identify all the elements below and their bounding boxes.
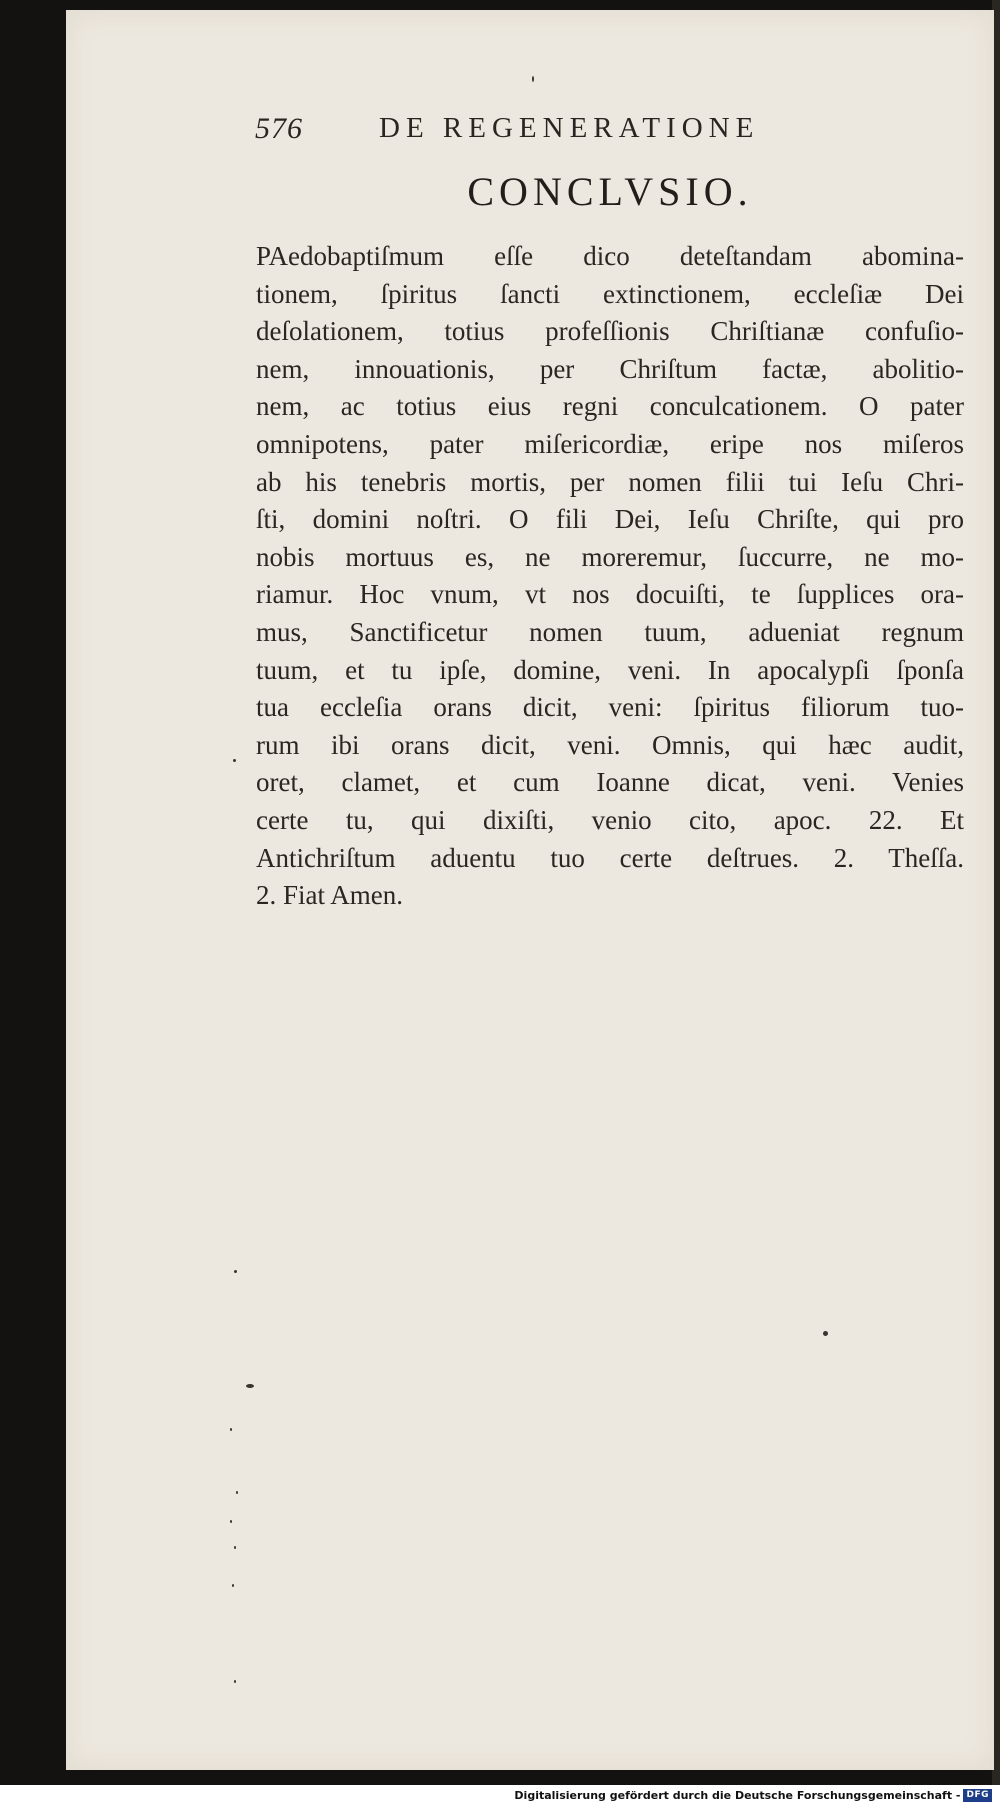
text-line: nem, innouationis, per Chriſtum factæ, abolitio- [256, 353, 964, 384]
text-line: tua eccleſia orans dicit, veni: ſpiritus filiorum tuo- [256, 692, 964, 723]
paper-speck [532, 76, 534, 82]
paper-speck [823, 1331, 828, 1336]
text-line: mus, Sanctificetur nomen tuum, adueniat regnum [256, 616, 964, 647]
paper-speck [233, 759, 236, 762]
text-line: Antichriſtum aduentu tuo certe deſtrues. 2. Theſſa. [256, 842, 964, 873]
text-line: nobis mortuus es, ne moreremur, ſuccurre, ne mo- [256, 541, 964, 572]
body-paragraph [256, 238, 964, 915]
paper-speck [230, 1520, 232, 1523]
paper-speck [236, 1491, 238, 1494]
text-line: ſti, domini noſtri. O fili Dei, Ieſu Chriſte, qui pro [256, 504, 964, 535]
section-title: CONCLVSIO. [467, 169, 753, 214]
text-line: oret, clamet, et cum Ioanne dicat, veni. Venies [256, 767, 964, 798]
paper-speck [230, 1428, 232, 1431]
text-line: omnipotens, pater miſericordiæ, eripe nos miſeros [256, 428, 964, 459]
paper-speck [246, 1384, 254, 1388]
paper-speck [234, 1546, 236, 1549]
text-line: riamur. Hoc vnum, vt nos docuiſti, te ſupplices ora- [256, 579, 964, 610]
text-line: rum ibi orans dicit, veni. Omnis, qui hæc audit, [256, 729, 964, 760]
text-line: ab his tenebris mortis, per nomen filii tui Ieſu Chri- [256, 466, 964, 497]
page-header [255, 112, 955, 152]
text-line: tionem, ſpiritus ſancti extinctionem, eccleſiæ Dei [256, 278, 964, 309]
text-line: deſolationem, totius profeſſionis Chriſtianæ confuſio- [256, 316, 964, 347]
credit-text: Digitalisierung gefördert durch die Deutsche Forschungsgemeinschaft - [514, 1788, 961, 1802]
paper-speck [234, 1270, 237, 1273]
text-line: 2. Fiat Amen. [256, 880, 403, 911]
text-line: tuum, et tu ipſe, domine, veni. In apocalypſi ſponſa [256, 654, 964, 685]
text-line: certe tu, qui dixiſti, venio cito, apoc. 22. Et [256, 804, 964, 835]
running-head: DE REGENERATIONE [379, 112, 760, 144]
digitization-credit [514, 1788, 992, 1802]
page-number: 576 [255, 112, 303, 145]
paper-speck [232, 1584, 234, 1587]
text-line: nem, ac totius eius regni conculcationem. O pater [256, 391, 964, 422]
text-line: PAedobaptiſmum eſſe dico deteſtandam abomina- [256, 241, 964, 271]
dfg-logo: DFG [963, 1789, 992, 1802]
paper-speck [234, 1680, 236, 1683]
